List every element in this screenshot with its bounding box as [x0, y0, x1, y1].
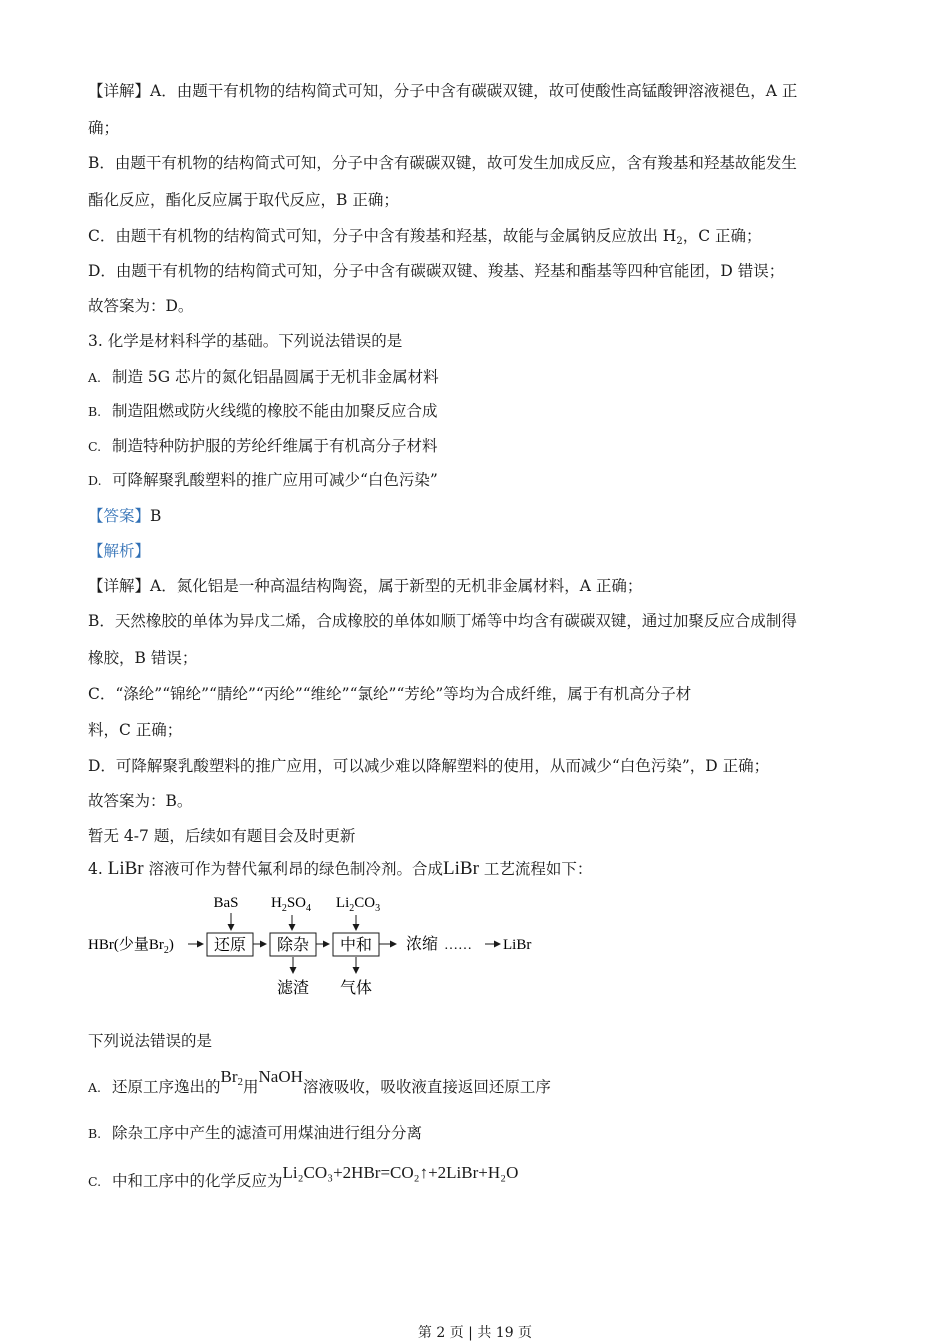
libr-formula: LiBr [107, 858, 144, 879]
option-label: D. [88, 473, 102, 488]
option-text: 还原工序逸出的 [112, 1078, 221, 1096]
q2-detail-b-line2: 酯化反应，酯化反应属于取代反应，B 正确； [88, 191, 399, 209]
q3-option-c [88, 435, 438, 458]
q2-detail-a-line2: 确； [88, 119, 120, 137]
option-label: B. [88, 1126, 102, 1141]
libr-formula: LiBr [443, 858, 479, 879]
byproduct-gas: 气体 [339, 980, 373, 997]
q4-stem [88, 858, 854, 880]
q3-detail-a-line [88, 575, 854, 597]
q3-detail-c-line1: C．“涤纶”“锦纶”“腈纶”“丙纶”“维纶”“氯纶”“芳纶”等均为合成纤维，属于有机高分子材 [88, 685, 692, 703]
q4-option-c [88, 1163, 519, 1193]
step-concentrate: 浓缩 [406, 936, 439, 953]
q3-detail-c-line2: 料，C 正确； [88, 721, 183, 739]
detail-tag: 【详解】 [88, 82, 151, 100]
q2-answer-line: 故答案为：D。 [88, 297, 194, 315]
option-text: 制造阻燃或防火线缆的橡胶不能由加聚反应合成 [112, 402, 438, 420]
option-label: A. [88, 370, 102, 385]
q2-detail-c-post: ，C 正确； [682, 227, 762, 245]
option-text: 中和工序中的化学反应为 [112, 1172, 283, 1190]
q3-answer-line: 故答案为：B。 [88, 792, 193, 810]
reagent-li2co3: $Li_2CO_3$ [335, 895, 381, 914]
q3-detail-a-text: A．氮化铝是一种高温结构陶瓷，属于新型的无机非金属材料，A 正确； [150, 577, 643, 595]
answer-value: B [150, 507, 162, 525]
q2-detail-d-line: D．由题干有机物的结构简式可知，分子中含有碳碳双键、羧基、羟基和酯基等四种官能团，D 错误； [88, 262, 785, 280]
flow-ellipsis: …… [444, 938, 472, 953]
q4-stem-post: 工艺流程如下： [478, 860, 593, 878]
q2-detail-a-line1 [88, 80, 854, 102]
q3-option-d [88, 469, 438, 492]
detail-tag: 【详解】 [88, 577, 151, 595]
process-flow-diagram [86, 888, 556, 1003]
option-label: B. [88, 404, 102, 419]
reagent-bas: BaS [213, 895, 239, 911]
option-label: C. [88, 439, 102, 454]
q3-stem: 3. 化学是材料科学的基础。下列说法错误的是 [88, 332, 403, 350]
q3-answer [88, 505, 854, 527]
flow-product: LiBr [503, 937, 532, 953]
notice-line: 暂无 4-7 题，后续如有题目会及时更新 [88, 827, 356, 845]
option-text: 用 [243, 1078, 259, 1096]
flow-input: HBr(少量$Br_2$) [88, 937, 174, 956]
step-reduction: 还原 [213, 937, 247, 954]
option-text: 除杂工序中产生的滤渣可用煤油进行组分分离 [112, 1124, 423, 1142]
q3-detail-b-line2: 橡胶，B 错误； [88, 649, 198, 667]
q4-question: 下列说法错误的是 [88, 1032, 213, 1050]
naoh-formula: NaOH [258, 1067, 303, 1086]
step-purification: 除杂 [276, 937, 310, 954]
q2-detail-c-line [88, 225, 854, 253]
h2-subscript: 2 [676, 236, 683, 247]
option-text: 制造特种防护服的芳纶纤维属于有机高分子材料 [112, 437, 438, 455]
option-label: C. [88, 1174, 102, 1189]
q4-option-a [88, 1067, 551, 1103]
q2-detail-a-text: A．由题干有机物的结构简式可知，分子中含有碳碳双键，故可使酸性高锰酸钾溶液褪色，A 正 [150, 82, 798, 100]
q4-option-b [88, 1122, 422, 1145]
option-text: 可降解聚乳酸塑料的推广应用可减少“白色污染” [112, 471, 438, 489]
step-neutralization: 中和 [339, 937, 373, 954]
reagent-h2so4: $H_2SO_4$ [270, 895, 312, 914]
option-text: 溶液吸收，吸收液直接返回还原工序 [302, 1078, 551, 1096]
q4-stem-mid: 溶液可作为替代氟利昂的绿色制冷剂。合成 [143, 860, 444, 878]
q3-analysis-tag: 【解析】 [88, 542, 151, 560]
byproduct-residue: 滤渣 [276, 980, 310, 997]
option-label: A. [88, 1080, 102, 1095]
option-text: 制造 5G 芯片的氮化铝晶圆属于无机非金属材料 [112, 368, 439, 386]
answer-tag: 【答案】 [88, 507, 151, 525]
q2-detail-b-line1: B．由题干有机物的结构简式可知，分子中含有碳碳双键，故可发生加成反应，含有羧基和羟基故能发生 [88, 154, 797, 172]
q4-number: 4. [88, 860, 108, 878]
q3-detail-d-line: D．可降解聚乳酸塑料的推广应用，可以减少难以降解塑料的使用，从而减少“白色污染”，D 正确； [88, 757, 770, 775]
q3-detail-b-line1: B．天然橡胶的单体为异戊二烯，合成橡胶的单体如顺丁烯等中均含有碳碳双键，通过加聚反应合成制得 [88, 612, 797, 630]
q3-option-a [88, 366, 439, 389]
q3-option-b [88, 400, 438, 423]
page-footer: 第 2 页 | 共 19 页 [417, 1325, 533, 1341]
br2-formula: Br2 [220, 1067, 244, 1088]
q2-detail-c-pre: C．由题干有机物的结构简式可知，分子中含有羧基和羟基，故能与金属钠反应放出 H [88, 227, 677, 245]
reaction-equation: Li₂CO₃+2HBr=CO₂↑+2LiBr+H₂O [282, 1163, 519, 1182]
